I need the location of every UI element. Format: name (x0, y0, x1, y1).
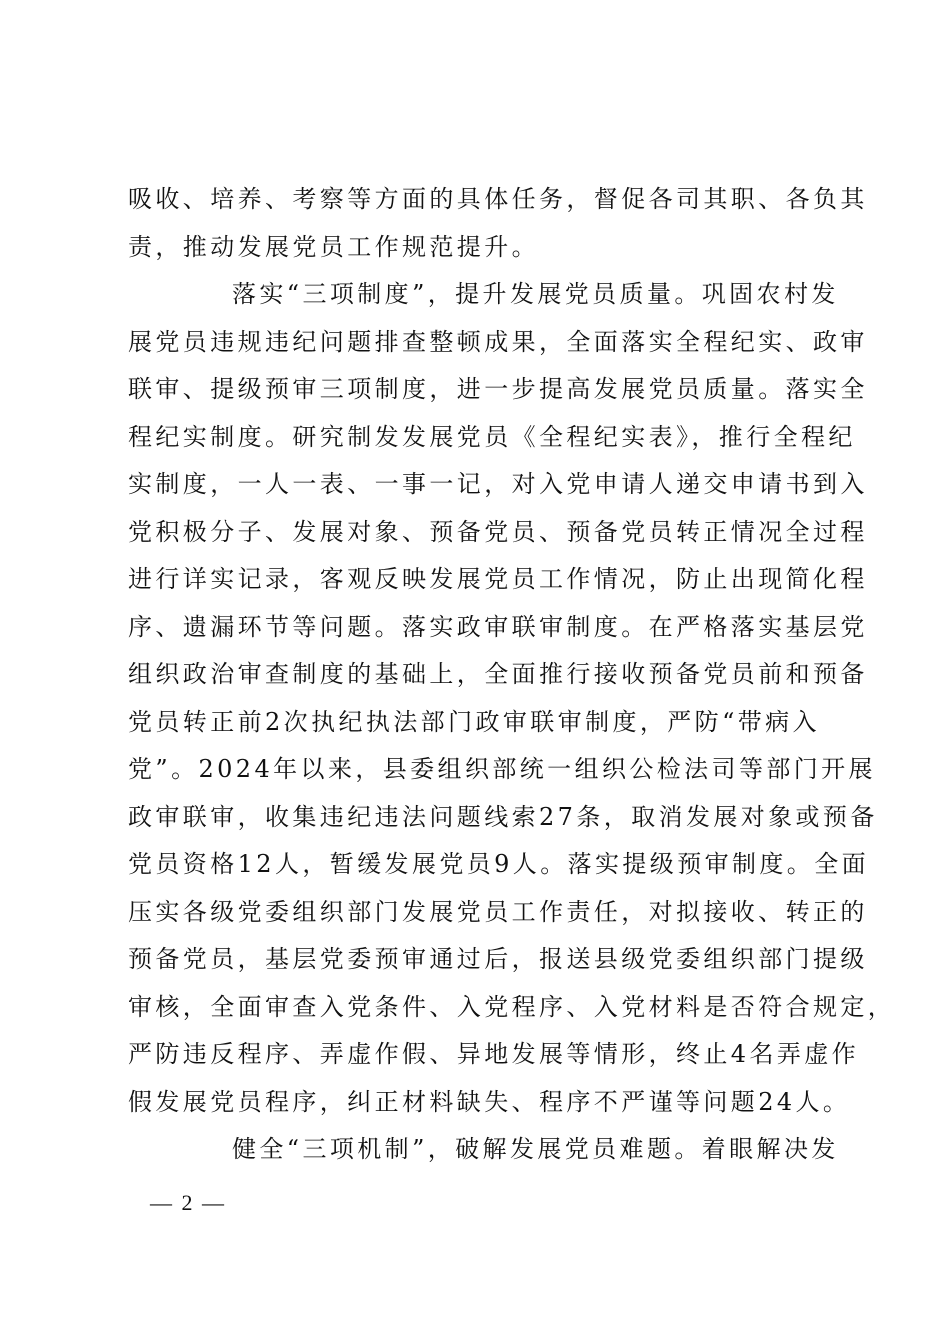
text-line: 实制度，一人一表、一事一记，对入党申请人递交申请书到入 (128, 470, 868, 498)
text-line: 序、遗漏环节等问题。落实政审联审制度。在严格落实基层党 (128, 612, 868, 641)
text-line: 假发展党员程序，纠正材料缺失、程序不严谨等问题24人。 (128, 1087, 851, 1116)
text-line: 吸收、培养、考察等方面的具体任务，督促各司其职、各负其 (128, 185, 868, 213)
text-line: 程纪实制度。研究制发发展党员《全程纪实表》，推行全程纪 (128, 422, 856, 451)
paragraph-heading-line: 健全“三项机制”，破解发展党员难题。着眼解决发 (232, 1135, 839, 1163)
text-line: 压实各级党委组织部门发展党员工作责任，对拟接收、转正的 (128, 897, 868, 926)
text-line: 党员资格12人，暂缓发展党员9人。落实提级预审制度。全面 (128, 850, 870, 878)
text-line: 进行详实记录，客观反映发展党员工作情况，防止出现简化程 (128, 565, 868, 593)
text-line: 党员转正前2次执纪执法部门政审联审制度，严防“带病入 (128, 707, 820, 736)
paragraph-heading-line: 落实“三项制度”，提升发展党员质量。巩固农村发 (232, 280, 839, 308)
text-line: 联审、提级预审三项制度，进一步提高发展党员质量。落实全 (128, 375, 868, 403)
text-line: 党”。2024年以来，县委组织部统一组织公检法司等部门开展 (128, 755, 876, 783)
page-number: — 2 — (150, 1190, 226, 1215)
text-line: 审核，全面审查入党条件、入党程序、入党材料是否符合规定， (128, 992, 896, 1021)
text-line: 组织政治审查制度的基础上，全面推行接收预备党员前和预备 (128, 660, 868, 688)
document-body (128, 176, 896, 1174)
text-line: 党积极分子、发展对象、预备党员、预备党员转正情况全过程 (128, 517, 868, 546)
text-line: 政审联审，收集违纪违法问题线索27条，取消发展对象或预备 (128, 802, 878, 831)
text-line: 展党员违规违纪问题排查整顿成果，全面落实全程纪实、政审 (128, 327, 868, 356)
text-line: 责，推动发展党员工作规范提升。 (128, 232, 539, 261)
text-line: 严防违反程序、弄虚作假、异地发展等情形，终止4名弄虚作 (128, 1040, 860, 1068)
text-line: 预备党员，基层党委预审通过后，报送县级党委组织部门提级 (128, 945, 868, 973)
